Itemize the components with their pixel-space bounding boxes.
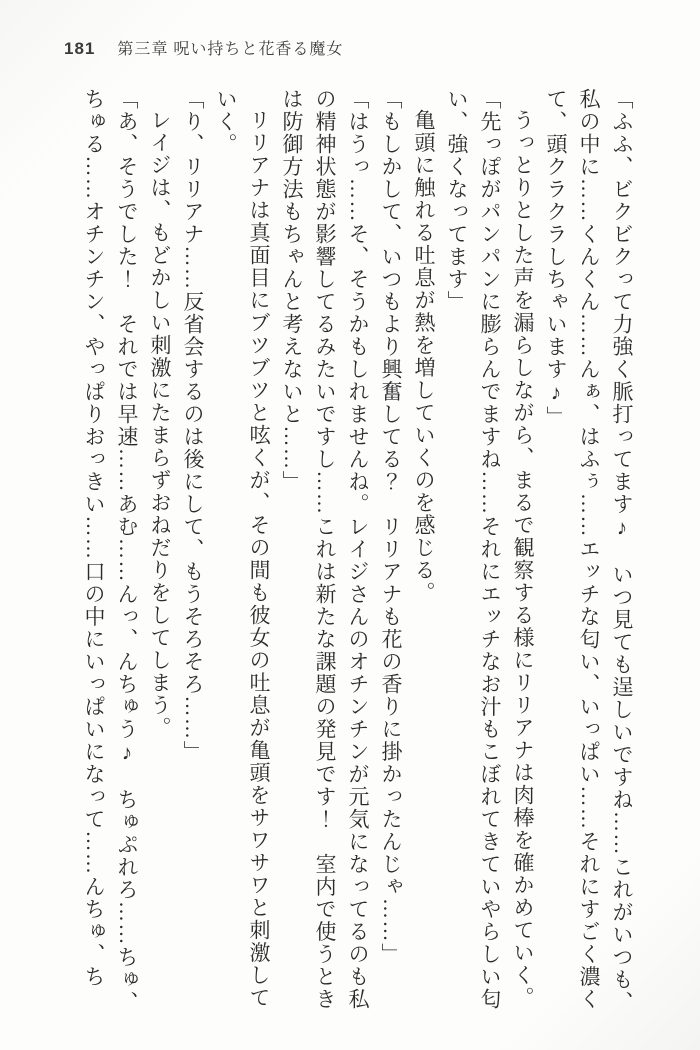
chapter-title: 第三章 呪い持ちと花香る魔女 <box>117 41 344 58</box>
paragraph-dialogue: 「り、リリアナ……反省会するのは後にして、もうそろそろ……」 <box>181 88 205 763</box>
paragraph-dialogue: 「もしかして、いつもより興奮してる？ リリアナも花の香りに掛かったんじゃ……」 <box>379 88 403 966</box>
paragraph-narration: うっとりとした声を漏らしながら、まるで観察する様にリリアナは肉棒を確かめていく。 <box>511 109 535 1009</box>
paragraph-narration: リリアナは真面目にブツブツと呟くが、その間も彼女の吐息が亀頭をサワサワと刺激していく。 <box>214 88 271 1009</box>
paragraph-narration: レイジは、もどかしい刺激にたまらずおねだりをしてしまう。 <box>148 109 172 739</box>
paragraph-dialogue: 「ふふ、ビクビクって力強く脈打ってます♪ いつ見ても逞しいですね……これがいつも、私の中に……くんくん……んぁ、はふぅ……エッチな匂い、いっぱい……それにすごく濃くて、頭クラクラしちゃいます♪」 <box>544 88 634 1014</box>
paragraph-dialogue: 「はうっ……そ、そうかもしれませんね。レイジさんのオチンチンが元気になってるのも私の精神状態が影響してるみたいですし……これは新たな課題の発見です！ 室内で使うときは防御方法もちゃんと考えないと……」 <box>280 88 370 1011</box>
paragraph-dialogue: 「あ、そうでした！ それでは早速……あむ……んっ、んちゅう♪ ちゅぷれろ……ちゅ、ちゅる……オチンチン、やっぱりおっきい……口の中にいっぱいになって……んちゅ、ち <box>82 88 139 1014</box>
page-number: 181 <box>64 39 96 58</box>
text-area <box>72 88 638 1022</box>
page-header <box>64 36 343 59</box>
paragraph-narration: 亀頭に触れる吐息が熱を増していくのを感じる。 <box>412 109 436 604</box>
paragraph-dialogue: 「先っぽがパンパンに膨らんでますね……それにエッチなお汁もこぼれてきていやらしい匂い、強くなってます」 <box>445 88 502 1011</box>
